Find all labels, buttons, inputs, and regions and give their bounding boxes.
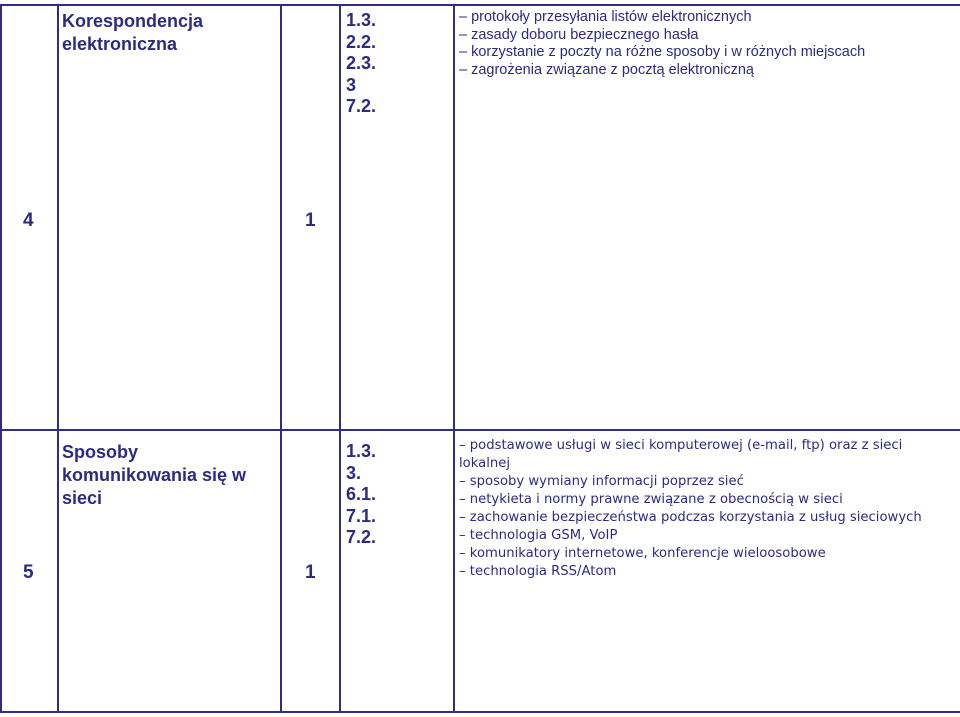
content-item: lokalnej — [459, 456, 511, 471]
lesson-hours: 1 — [305, 562, 316, 583]
column-divider — [280, 4, 282, 713]
reference: 7.2. — [346, 527, 377, 547]
content-item: – zasady doboru bezpiecznego hasła — [459, 26, 699, 43]
column-divider — [339, 4, 341, 713]
column-divider — [0, 4, 2, 713]
content-item: – komunikatory internetowe, konferencje wieloosobowe — [459, 546, 826, 561]
topic-title: Sposoby komunikowania się w sieci — [62, 442, 247, 508]
reference: 7.2. — [346, 96, 377, 116]
lesson-number: 4 — [23, 210, 34, 231]
lesson-number: 5 — [23, 562, 34, 583]
content-item: – korzystanie z poczty na różne sposoby i w różnych miejscach — [459, 44, 866, 61]
column-divider — [453, 4, 455, 713]
row-divider — [0, 429, 960, 431]
reference: 3. — [346, 462, 362, 483]
row-divider — [0, 711, 960, 713]
lesson-hours: 1 — [305, 210, 316, 231]
reference: 1.3. — [346, 441, 377, 461]
reference: 1.3. — [346, 10, 377, 30]
column-divider — [57, 4, 59, 713]
reference: 3 — [346, 74, 357, 95]
reference: 7.1. — [346, 505, 377, 526]
reference: 6.1. — [346, 484, 377, 504]
topic-title: Korespondencja elektroniczna — [62, 11, 204, 54]
content-item: – zachowanie bezpieczeństwa podczas korzystania z usług sieciowych — [459, 510, 922, 525]
content-item: – netykieta i normy prawne związane z obecnością w sieci — [459, 492, 843, 507]
topic-content — [459, 9, 865, 79]
reference: 2.3. — [346, 53, 377, 73]
topic-content — [459, 437, 922, 581]
reference: 2.2. — [346, 31, 377, 52]
content-item: – sposoby wymiany informacji poprzez sieć — [459, 474, 744, 489]
curriculum-references — [346, 10, 376, 118]
row-divider — [0, 4, 960, 6]
content-item: – technologia RSS/Atom — [459, 564, 617, 579]
curriculum-references — [346, 441, 376, 549]
content-item: – technologia GSM, VoIP — [459, 528, 618, 543]
content-item: – protokoły przesyłania listów elektronicznych — [459, 9, 752, 25]
content-item: – zagrożenia związane z pocztą elektroniczną — [459, 61, 754, 78]
content-item: – podstawowe usługi w sieci komputerowej (e-mail, ftp) oraz z sieci — [459, 438, 903, 453]
